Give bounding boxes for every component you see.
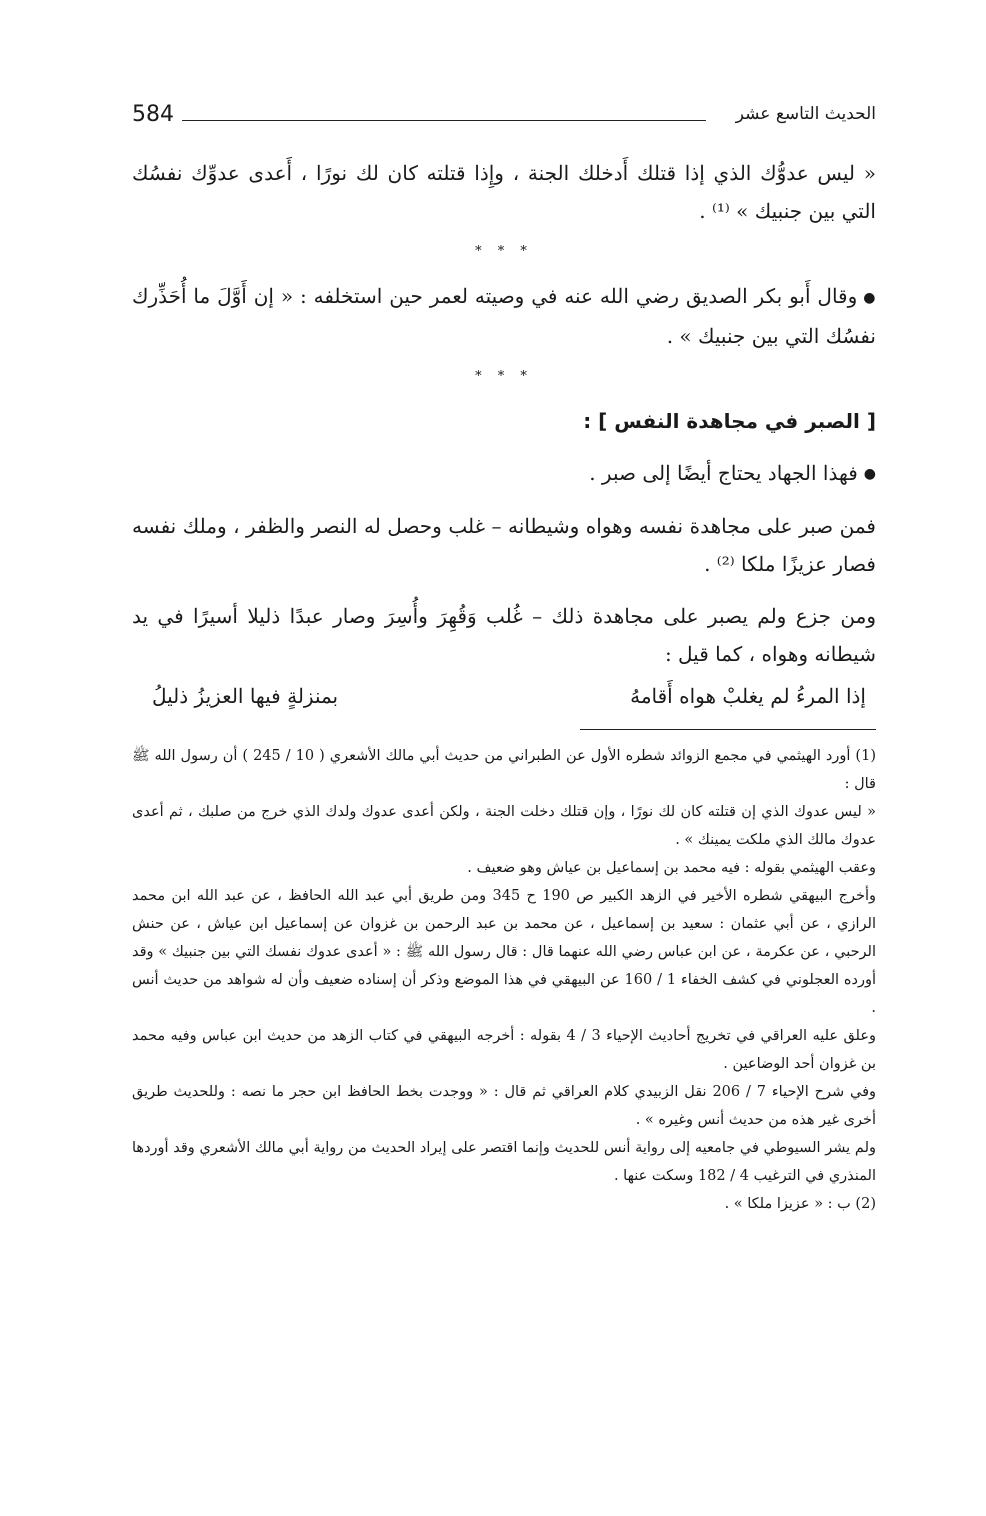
abu-bakr-paragraph xyxy=(132,277,876,355)
section-divider-stars: * * * xyxy=(475,368,533,384)
footnote-line: وعقب الهيثمي بقوله : فيه محمد بن إسماعيل بن عياش وهو ضعيف . xyxy=(467,860,876,876)
jihad-text: فهذا الجهاد يحتاج أيضًا إلى صبر . xyxy=(589,460,858,485)
page-header xyxy=(132,96,876,136)
footnotes xyxy=(132,742,876,1218)
verse-second-hemistich: بمنزلةٍ فيها العزيزُ ذليلُ xyxy=(152,684,339,708)
footnote-line: (1) أورد الهيثمي في مجمع الزوائد شطره الأول عن الطبراني من حديث أبي مالك الأشعري ( 10 / 245 ) أن رسول الله ﷺ قال : xyxy=(132,748,876,792)
running-title: الحديث التاسع عشر xyxy=(735,104,876,124)
hadith-quote-paragraph: « ليس عدوُّك الذي إذا قتلك أَدخلك الجنة ، وإِذا قتلته كان لك نورًا ، أَعدى عدوِّك نفسُك التي بين جنبيك » ⁽¹⁾ . xyxy=(132,161,876,223)
footnote-line: وأخرج البيهقي شطره الأخير في الزهد الكبير ص 190 ح 345 ومن طريق أبي عبد الله الحافظ ، عن عبد الله ابن محمد الرازي ، عن أبي عثمان : سعيد بن إسماعيل ، عن محمد بن عبد الرحمن بن غزوان عن إسماعيل ابن عياش ، عن حنش الرحبي ، عن عكرمة ، عن ابن عباس رضي الله عنهما قال : قال رسول الله ﷺ : « أعدى عدوك نفسك التي بين جنبيك » وقد أورده العجلوني في كشف الخفاء 1 / 160 عن البيهقي في هذا الموضع وذكر أن إسناده ضعيف وأن له شواهد من حديث أنس . xyxy=(132,888,877,1016)
patience-paragraph: فمن صبر على مجاهدة نفسه وهواه وشيطانه – غلب وحصل له النصر والظفر ، وملك نفسه فصار عزيزًا ملكا ⁽²⁾ . xyxy=(132,514,876,576)
abu-bakr-text: وقال أَبو بكر الصديق رضي الله عنه في وصيته لعمر حين استخلفه : « إن أَوَّلَ ما أُحَذِّرك نفسُك التي بين جنبيك » . xyxy=(132,284,876,348)
header-rule xyxy=(182,120,706,121)
impatience-paragraph: ومن جزع ولم يصبر على مجاهدة ذلك – غُلب وَقُهِرَ وأُسِرَ وصار عبدًا ذليلا أسيرًا في يد شيطانه وهواه ، كما قيل : xyxy=(132,604,876,666)
footnote-separator xyxy=(580,729,876,730)
poetry-verse xyxy=(132,677,876,715)
jihad-paragraph xyxy=(132,454,876,494)
verse-first-hemistich: إذا المرءُ لم يغلبْ هواه أَقامهُ xyxy=(630,684,866,708)
bullet-icon: ● xyxy=(863,466,876,482)
page-number: 584 xyxy=(132,102,174,127)
section-heading: [ الصبر في مجاهدة النفس ] : xyxy=(583,408,876,433)
footnote-line: « ليس عدوك الذي إن قتلته كان لك نورًا ، وإن قتلك دخلت الجنة ، ولكن أعدى عدوك ولدك الذي خرج من صلبك ، ثم أعدى عدوك مالك الذي ملكت يمينك » . xyxy=(132,804,876,848)
footnote-line: ولم يشر السيوطي في جامعيه إلى رواية أنس للحديث وإنما اقتصر على إيراد الحديث من رواية أبي مالك الأشعري وقد أوردها المنذري في الترغيب 4 / 182 وسكت عنها . xyxy=(132,1140,876,1184)
section-divider-stars: * * * xyxy=(475,244,533,259)
footnote-line: وفي شرح الإحياء 7 / 206 نقل الزبيدي كلام العراقي ثم قال : « ووجدت بخط الحافظ ابن حجر ما نصه : وللحديث طريق أخرى غير هذه من حديث أنس وغيره » . xyxy=(132,1084,877,1128)
footnote-line: وعلق عليه العراقي في تخريج أحاديث الإحياء 3 / 4 بقوله : أخرجه البيهقي في كتاب الزهد من حديث ابن عباس وفيه محمد بن غزوان أحد الوضاعين . xyxy=(132,1028,877,1072)
bullet-icon: ● xyxy=(863,289,877,306)
book-page xyxy=(132,96,876,1218)
main-text xyxy=(132,154,876,715)
footnote-line: (2) ب : « عزيزا ملكا » . xyxy=(724,1196,876,1212)
